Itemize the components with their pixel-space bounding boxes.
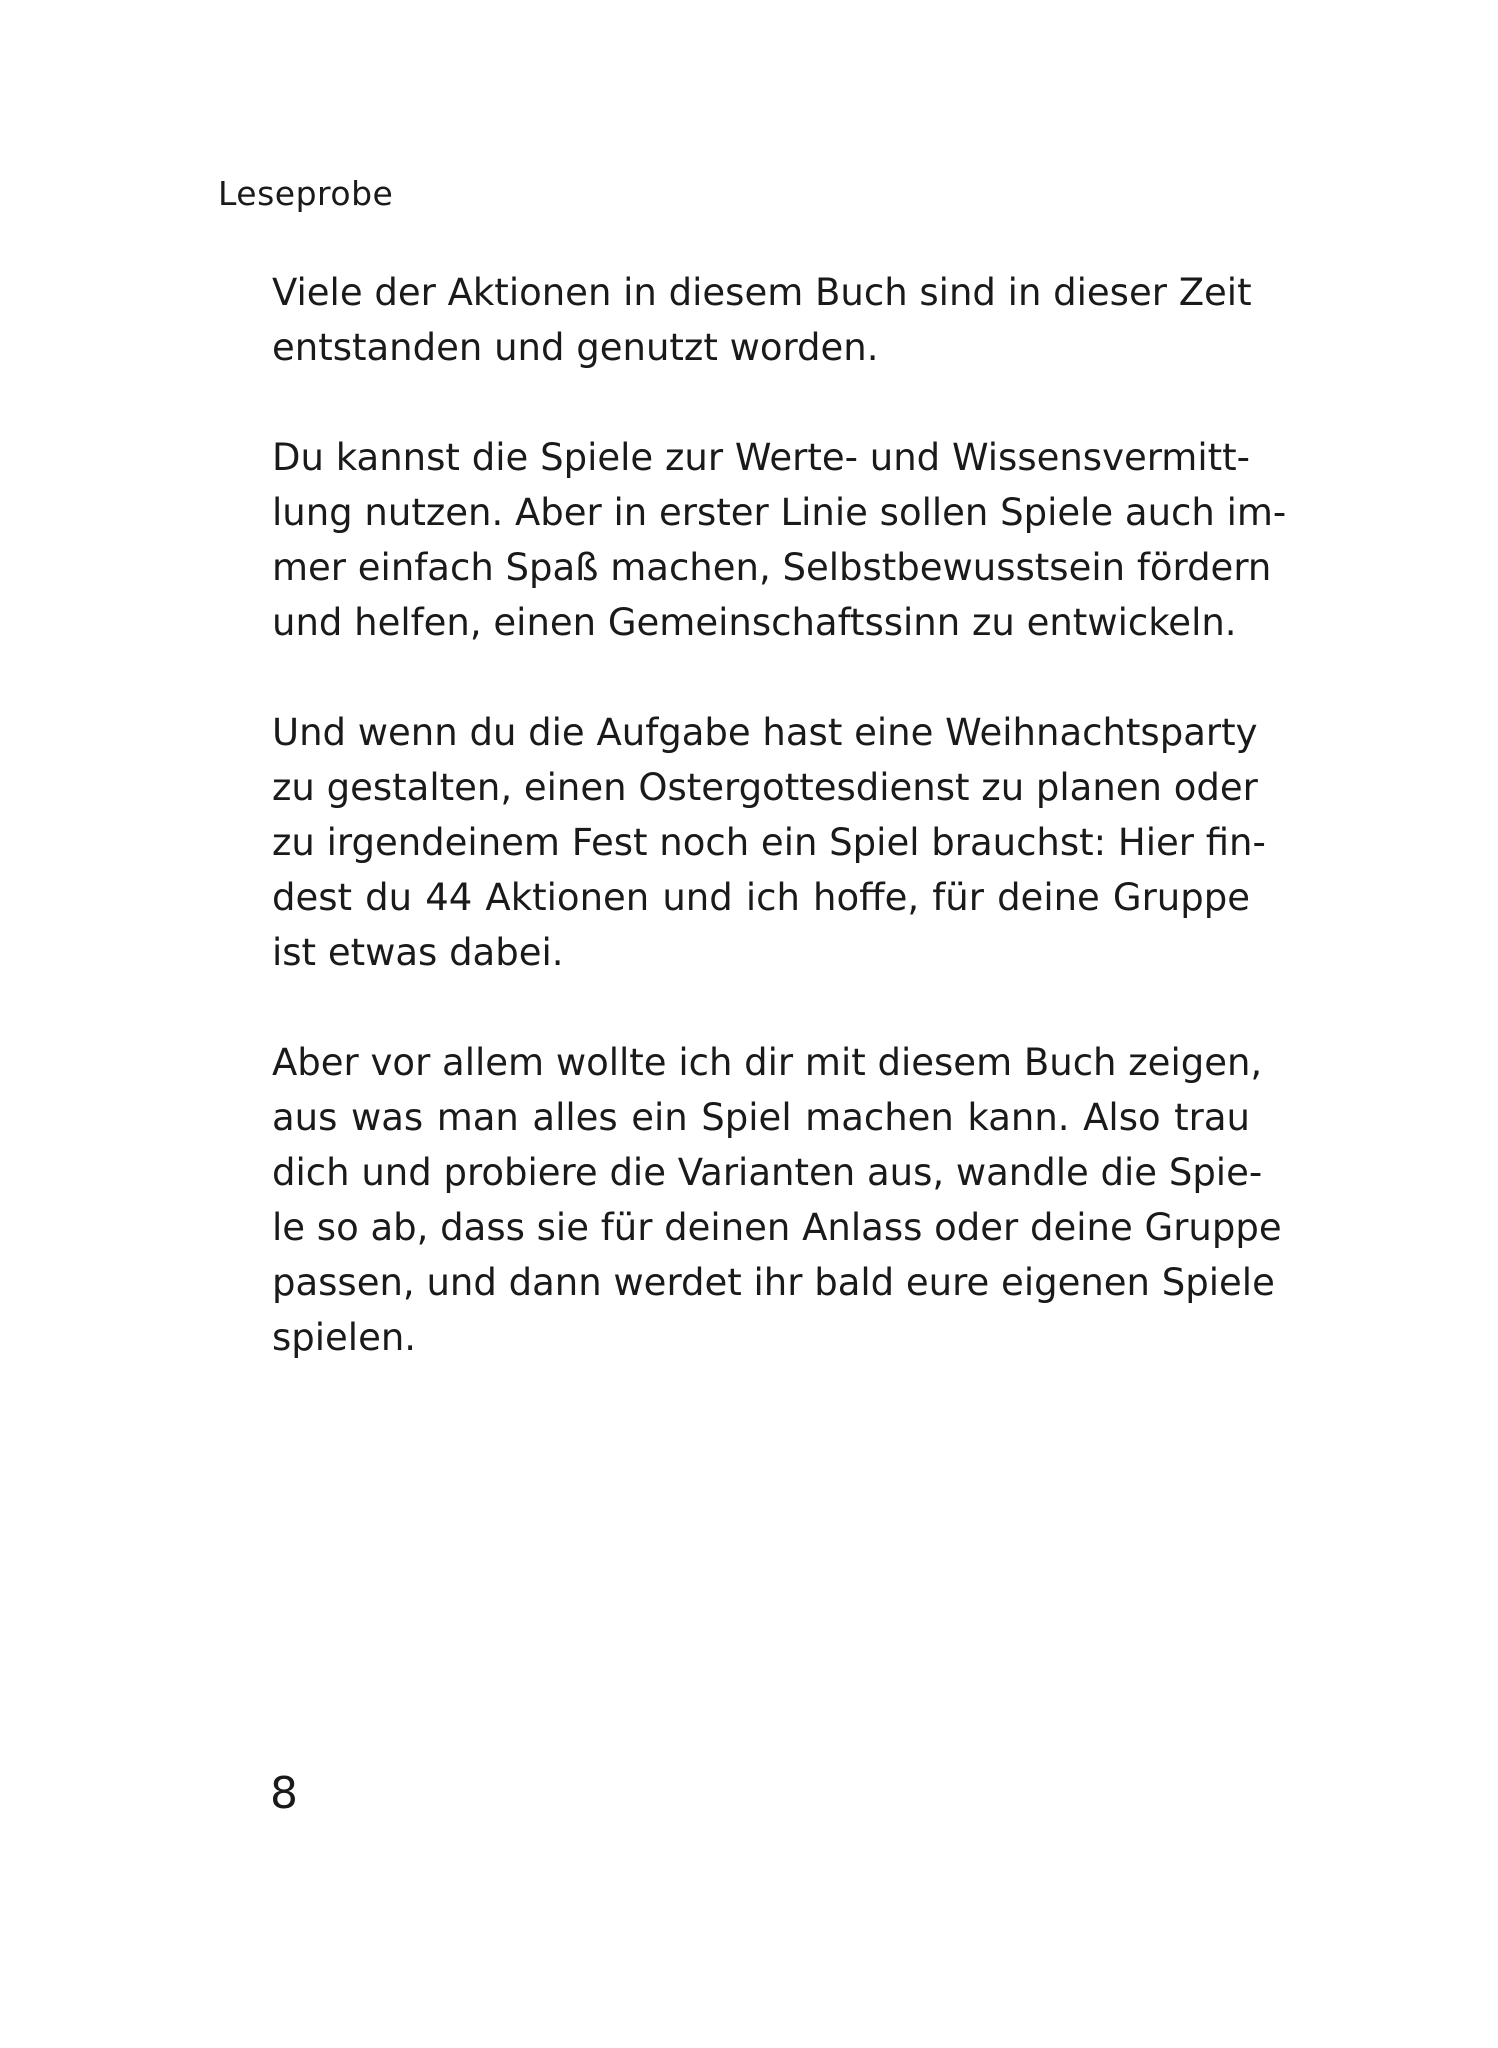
text-line: und helfen, einen Gemeinschaftssinn zu entwickeln. — [272, 601, 1237, 644]
paragraph-3 — [272, 705, 1266, 980]
text-line: ist etwas dabei. — [272, 931, 564, 974]
paragraph-1 — [272, 265, 1250, 375]
text-line: spielen. — [272, 1316, 417, 1359]
text-line: Viele der Aktionen in diesem Buch sind in dieser Zeit — [272, 271, 1252, 314]
paragraph-2 — [272, 430, 1287, 650]
text-line: le so ab, dass sie für deinen Anlass oder deine Gruppe — [272, 1206, 1282, 1249]
text-line: dich und probiere die Varianten aus, wandle die Spie- — [272, 1151, 1263, 1194]
text-line: zu irgendeinem Fest noch ein Spiel brauchst: Hier fin- — [272, 821, 1266, 864]
paragraph-4 — [272, 1035, 1282, 1365]
text-line: Und wenn du die Aufgabe hast eine Weihnachtsparty — [272, 711, 1258, 754]
page-number: 8 — [270, 1768, 298, 1819]
text-line: entstanden und genutzt worden. — [272, 326, 879, 369]
text-line: mer einfach Spaß machen, Selbstbewusstsein fördern — [272, 546, 1272, 589]
text-line: passen, und dann werdet ihr bald eure eigenen Spiele — [272, 1261, 1275, 1304]
text-line: dest du 44 Aktionen und ich hoffe, für deine Gruppe — [272, 876, 1250, 919]
text-line: Du kannst die Spiele zur Werte- und Wissensvermitt- — [272, 436, 1250, 479]
body-text — [272, 265, 1287, 1420]
text-line: aus was man alles ein Spiel machen kann. Also trau — [272, 1096, 1250, 1139]
text-line: zu gestalten, einen Ostergottesdienst zu planen oder — [272, 766, 1258, 809]
text-line: Aber vor allem wollte ich dir mit diesem Buch zeigen, — [272, 1041, 1263, 1084]
running-header: Leseprobe — [218, 174, 394, 213]
text-line: lung nutzen. Aber in erster Linie sollen Spiele auch im- — [272, 491, 1287, 534]
